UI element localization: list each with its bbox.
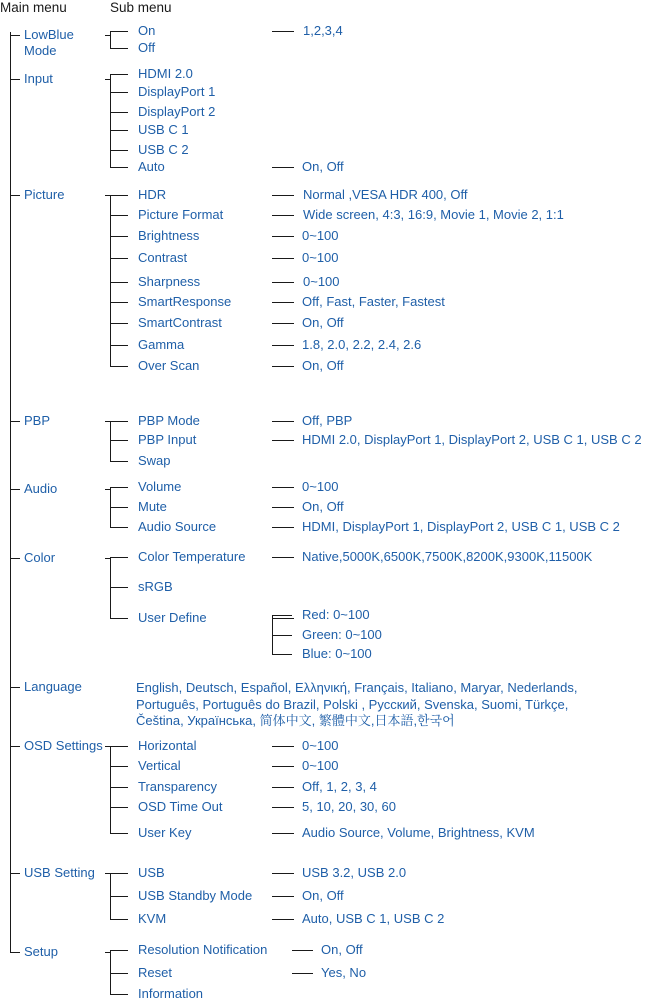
option-values: Off, Fast, Faster, Fastest <box>302 294 445 309</box>
sub-menu-item: sRGB <box>138 579 173 594</box>
option-values: 0~100 <box>302 479 339 494</box>
language-list: English, Deutsch, Español, Ελληνική, Français, Italiano, Maryar, Nederlands, Português, Português do Brazil, Polski , Русский, Svenska, Suomi, Türkçe, Čeština, Українська, 简体中文, 繁體中文,日本語,한국어 <box>136 680 578 728</box>
main-menu-item: Picture <box>24 187 65 202</box>
option-values: On, Off <box>302 888 344 903</box>
sub-menu-item: Gamma <box>138 337 185 352</box>
option-values: 0~100 <box>303 274 340 289</box>
sub-menu-item: USB <box>138 865 165 880</box>
sub-menu-item: Volume <box>138 479 182 494</box>
option-values: 1,2,3,4 <box>303 23 343 38</box>
sub-menu-item: USB C 2 <box>138 142 189 157</box>
option-values: Yes, No <box>321 965 367 980</box>
sub-menu-item: Sharpness <box>138 274 201 289</box>
option-values: 0~100 <box>302 758 339 773</box>
option-values: On, Off <box>321 942 363 957</box>
main-menu-item: Mode <box>24 43 57 58</box>
option-values: HDMI 2.0, DisplayPort 1, DisplayPort 2, USB C 1, USB C 2 <box>302 432 642 447</box>
sub-menu-item: Color Temperature <box>138 549 246 564</box>
option-values: Native,5000K,6500K,7500K,8200K,9300K,11500K <box>302 549 593 564</box>
main-menu-item: Audio <box>24 481 58 496</box>
main-menu-item: OSD Settings <box>24 738 103 753</box>
main-menu-item: Language <box>24 679 82 694</box>
sub-menu-item: Off <box>138 40 156 55</box>
main-menu-item: Input <box>24 71 53 86</box>
main-menu-item: USB Setting <box>24 865 95 880</box>
sub-menu-item: Reset <box>138 965 172 980</box>
option-values: Off, PBP <box>302 413 353 428</box>
option-values: Blue: 0~100 <box>302 646 372 661</box>
sub-menu-item: Over Scan <box>138 358 200 373</box>
sub-menu-item: Resolution Notification <box>138 942 268 957</box>
sub-menu-item: Information <box>138 986 204 1001</box>
option-values: Auto, USB C 1, USB C 2 <box>302 911 445 926</box>
sub-menu-item: Swap <box>138 453 171 468</box>
option-values: Off, 1, 2, 3, 4 <box>302 779 377 794</box>
option-values: Green: 0~100 <box>302 627 382 642</box>
sub-menu-item: HDMI 2.0 <box>138 66 193 81</box>
sub-menu-item: DisplayPort 2 <box>138 104 216 119</box>
sub-menu-item: USB Standby Mode <box>138 888 253 903</box>
sub-menu-item: SmartContrast <box>138 315 222 330</box>
option-values: 5, 10, 20, 30, 60 <box>302 799 396 814</box>
sub-menu-item: On <box>138 23 156 38</box>
sub-menu-item: Auto <box>138 159 165 174</box>
sub-menu-item: USB C 1 <box>138 122 189 137</box>
option-values: Audio Source, Volume, Brightness, KVM <box>302 825 535 840</box>
sub-menu-item: PBP Input <box>138 432 197 447</box>
main-menu-item: Color <box>24 550 56 565</box>
sub-menu-item: Audio Source <box>138 519 217 534</box>
sub-menu-item: Mute <box>138 499 167 514</box>
main-menu-header: Main menu <box>0 0 67 15</box>
option-values: On, Off <box>302 499 344 514</box>
option-values: Wide screen, 4:3, 16:9, Movie 1, Movie 2, 1:1 <box>303 207 564 222</box>
option-values: Red: 0~100 <box>302 607 370 622</box>
option-values: On, Off <box>302 315 344 330</box>
option-values: On, Off <box>302 159 344 174</box>
sub-menu-item: Contrast <box>138 250 188 265</box>
sub-menu-item: User Key <box>138 825 192 840</box>
option-values: 0~100 <box>302 228 339 243</box>
option-values: HDMI, DisplayPort 1, DisplayPort 2, USB C 1, USB C 2 <box>302 519 620 534</box>
sub-menu-item: OSD Time Out <box>138 799 223 814</box>
option-values: Normal ,VESA HDR 400, Off <box>303 187 468 202</box>
sub-menu-header: Sub menu <box>110 0 172 15</box>
option-values: 0~100 <box>302 250 339 265</box>
sub-menu-item: HDR <box>138 187 167 202</box>
sub-menu-item: PBP Mode <box>138 413 200 428</box>
sub-menu-item: Picture Format <box>138 207 224 222</box>
sub-menu-item: Horizontal <box>138 738 197 753</box>
option-values: On, Off <box>302 358 344 373</box>
main-menu-item: Setup <box>24 944 58 959</box>
option-values: 0~100 <box>302 738 339 753</box>
sub-menu-item: DisplayPort 1 <box>138 84 216 99</box>
sub-menu-item: KVM <box>138 911 167 926</box>
option-values: USB 3.2, USB 2.0 <box>302 865 407 880</box>
main-menu-item: LowBlue <box>24 27 74 42</box>
main-menu-item: PBP <box>24 413 51 428</box>
sub-menu-item: Transparency <box>138 779 217 794</box>
sub-menu-item: SmartResponse <box>138 294 232 309</box>
sub-menu-item: Vertical <box>138 758 181 773</box>
sub-menu-item: User Define <box>138 610 207 625</box>
option-values: 1.8, 2.0, 2.2, 2.4, 2.6 <box>302 337 422 352</box>
sub-menu-item: Brightness <box>138 228 200 243</box>
